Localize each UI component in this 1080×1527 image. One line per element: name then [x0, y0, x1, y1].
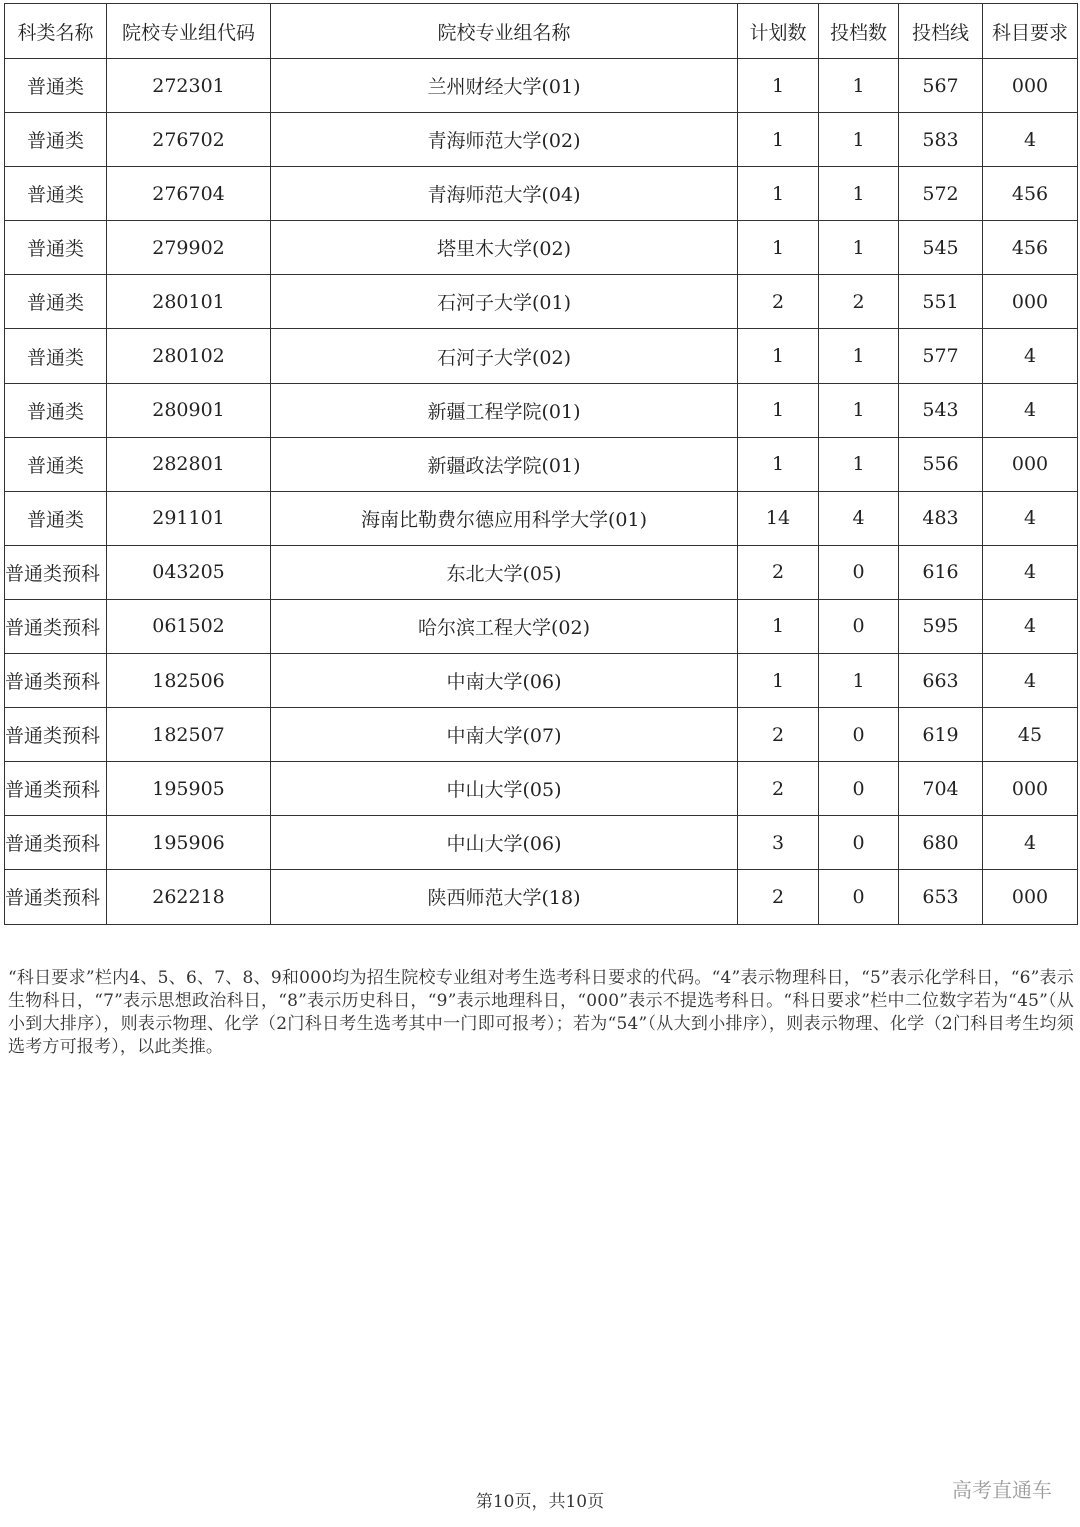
cell-plan-count: 2 [738, 708, 819, 762]
cell-cutoff-score: 545 [899, 221, 983, 275]
cell-subject-requirement: 000 [983, 437, 1078, 491]
cell-group-code: 043205 [107, 545, 271, 599]
cell-plan-count: 14 [738, 491, 819, 545]
cell-filed-count: 1 [819, 329, 899, 383]
cell-category: 普通类预科 [5, 762, 107, 816]
cell-cutoff-score: 653 [899, 870, 983, 924]
cell-group-code: 195905 [107, 762, 271, 816]
cell-plan-count: 3 [738, 816, 819, 870]
cell-category: 普通类 [5, 275, 107, 329]
cell-subject-requirement: 456 [983, 167, 1078, 221]
cell-category: 普通类 [5, 113, 107, 167]
cell-category: 普通类预科 [5, 870, 107, 924]
table-row [5, 491, 1078, 545]
cell-group-name: 石河子大学(02) [271, 329, 738, 383]
page-number: 第10页，共10页 [475, 1492, 605, 1512]
cell-cutoff-score: 567 [899, 59, 983, 113]
cell-subject-requirement: 456 [983, 221, 1078, 275]
table-row [5, 545, 1078, 599]
cell-subject-requirement: 000 [983, 870, 1078, 924]
cell-filed-count: 1 [819, 167, 899, 221]
cell-filed-count: 4 [819, 491, 899, 545]
cell-cutoff-score: 680 [899, 816, 983, 870]
cell-group-name: 东北大学(05) [271, 545, 738, 599]
cell-plan-count: 2 [738, 870, 819, 924]
cell-filed-count: 1 [819, 437, 899, 491]
cell-subject-requirement: 45 [983, 708, 1078, 762]
cell-group-code: 280102 [107, 329, 271, 383]
cell-filed-count: 1 [819, 383, 899, 437]
cell-filed-count: 0 [819, 545, 899, 599]
cell-subject-requirement: 4 [983, 491, 1078, 545]
cell-group-code: 280901 [107, 383, 271, 437]
table-row [5, 113, 1078, 167]
cell-group-name: 青海师范大学(04) [271, 167, 738, 221]
table-row [5, 437, 1078, 491]
header-row [5, 4, 1078, 59]
cell-subject-requirement: 4 [983, 545, 1078, 599]
table-row [5, 383, 1078, 437]
table-row [5, 329, 1078, 383]
cell-plan-count: 1 [738, 113, 819, 167]
cell-filed-count: 0 [819, 708, 899, 762]
cell-filed-count: 0 [819, 870, 899, 924]
cell-plan-count: 1 [738, 329, 819, 383]
cell-group-code: 279902 [107, 221, 271, 275]
cell-group-name: 青海师范大学(02) [271, 113, 738, 167]
cell-category: 普通类预科 [5, 708, 107, 762]
cell-group-code: 272301 [107, 59, 271, 113]
table-body [5, 59, 1078, 925]
cell-group-code: 195906 [107, 816, 271, 870]
cell-subject-requirement: 000 [983, 762, 1078, 816]
table-header [5, 4, 1078, 59]
cell-filed-count: 1 [819, 113, 899, 167]
table-row [5, 816, 1078, 870]
cell-group-code: 291101 [107, 491, 271, 545]
cell-cutoff-score: 577 [899, 329, 983, 383]
cell-category: 普通类 [5, 491, 107, 545]
cell-filed-count: 1 [819, 59, 899, 113]
cell-group-code: 280101 [107, 275, 271, 329]
cell-group-name: 新疆政法学院(01) [271, 437, 738, 491]
cell-group-name: 石河子大学(01) [271, 275, 738, 329]
cell-group-name: 中南大学(07) [271, 708, 738, 762]
cell-plan-count: 2 [738, 545, 819, 599]
cell-subject-requirement: 4 [983, 383, 1078, 437]
cell-cutoff-score: 619 [899, 708, 983, 762]
cell-group-name: 兰州财经大学(01) [271, 59, 738, 113]
cell-subject-requirement: 4 [983, 654, 1078, 708]
cell-cutoff-score: 663 [899, 654, 983, 708]
cell-group-name: 中山大学(05) [271, 762, 738, 816]
cell-category: 普通类预科 [5, 816, 107, 870]
cell-group-name: 中南大学(06) [271, 654, 738, 708]
cell-filed-count: 1 [819, 221, 899, 275]
header-subject-requirement: 科目要求 [983, 4, 1078, 59]
cell-plan-count: 1 [738, 437, 819, 491]
cell-cutoff-score: 704 [899, 762, 983, 816]
cell-subject-requirement: 4 [983, 816, 1078, 870]
cell-cutoff-score: 572 [899, 167, 983, 221]
cell-category: 普通类预科 [5, 654, 107, 708]
cell-cutoff-score: 583 [899, 113, 983, 167]
cell-cutoff-score: 616 [899, 545, 983, 599]
cell-subject-requirement: 000 [983, 275, 1078, 329]
cell-group-name: 塔里木大学(02) [271, 221, 738, 275]
cell-category: 普通类 [5, 221, 107, 275]
header-group-name: 院校专业组名称 [271, 4, 738, 59]
cell-group-name: 中山大学(06) [271, 816, 738, 870]
cell-filed-count: 2 [819, 275, 899, 329]
cell-filed-count: 0 [819, 816, 899, 870]
table-row [5, 275, 1078, 329]
cell-cutoff-score: 483 [899, 491, 983, 545]
cell-group-name: 陕西师范大学(18) [271, 870, 738, 924]
cell-group-code: 276704 [107, 167, 271, 221]
table-row [5, 599, 1078, 653]
cell-plan-count: 1 [738, 59, 819, 113]
watermark: 高考直通车 [952, 1478, 1052, 1502]
table-row [5, 762, 1078, 816]
cell-category: 普通类预科 [5, 599, 107, 653]
cell-subject-requirement: 4 [983, 599, 1078, 653]
cell-group-name: 海南比勒费尔德应用科学大学(01) [271, 491, 738, 545]
cell-filed-count: 0 [819, 599, 899, 653]
cell-plan-count: 1 [738, 167, 819, 221]
table-row [5, 221, 1078, 275]
header-filed-count: 投档数 [819, 4, 899, 59]
cell-cutoff-score: 543 [899, 383, 983, 437]
cell-category: 普通类 [5, 329, 107, 383]
cell-group-name: 哈尔滨工程大学(02) [271, 599, 738, 653]
table-row [5, 708, 1078, 762]
table-row [5, 654, 1078, 708]
cell-subject-requirement: 4 [983, 113, 1078, 167]
cell-category: 普通类预科 [5, 545, 107, 599]
cell-group-name: 新疆工程学院(01) [271, 383, 738, 437]
cell-plan-count: 2 [738, 275, 819, 329]
cell-plan-count: 1 [738, 383, 819, 437]
cell-cutoff-score: 551 [899, 275, 983, 329]
header-category: 科类名称 [5, 4, 107, 59]
cell-cutoff-score: 556 [899, 437, 983, 491]
cell-plan-count: 1 [738, 654, 819, 708]
cell-group-code: 061502 [107, 599, 271, 653]
cell-filed-count: 1 [819, 654, 899, 708]
cell-category: 普通类 [5, 167, 107, 221]
cell-subject-requirement: 4 [983, 329, 1078, 383]
cell-category: 普通类 [5, 383, 107, 437]
cell-group-code: 182506 [107, 654, 271, 708]
cell-filed-count: 0 [819, 762, 899, 816]
cell-category: 普通类 [5, 59, 107, 113]
header-cutoff-score: 投档线 [899, 4, 983, 59]
cell-group-code: 182507 [107, 708, 271, 762]
cell-plan-count: 2 [738, 762, 819, 816]
table-row [5, 167, 1078, 221]
cell-plan-count: 1 [738, 221, 819, 275]
cell-subject-requirement: 000 [983, 59, 1078, 113]
cell-cutoff-score: 595 [899, 599, 983, 653]
table-row [5, 870, 1078, 924]
cell-group-code: 282801 [107, 437, 271, 491]
cell-group-code: 276702 [107, 113, 271, 167]
cell-category: 普通类 [5, 437, 107, 491]
subject-requirement-note: “科日要求”栏内4、5、6、7、8、9和000均为招生院校专业组对考生选考科日要求的代码。“4”表示物理科日，“5”表示化学科日，“6”表示生物科日，“7”表示思想政治科日，“8”表示历史科日，“9”表示地理科日，“000”表示不提选考科日。“科日要求”栏中二位数字若为“45”（从小到大排序），则表示物理、化学（2门科日考生选考其中一门即可报考）；若为“54”（从大到小排序），则表示物理、化学（2门科目考生均须选考方可报考），以此类推。 [8, 968, 1074, 1057]
admission-table [4, 3, 1078, 925]
cell-group-code: 262218 [107, 870, 271, 924]
cell-plan-count: 1 [738, 599, 819, 653]
table-row [5, 59, 1078, 113]
header-plan-count: 计划数 [738, 4, 819, 59]
header-group-code: 院校专业组代码 [107, 4, 271, 59]
